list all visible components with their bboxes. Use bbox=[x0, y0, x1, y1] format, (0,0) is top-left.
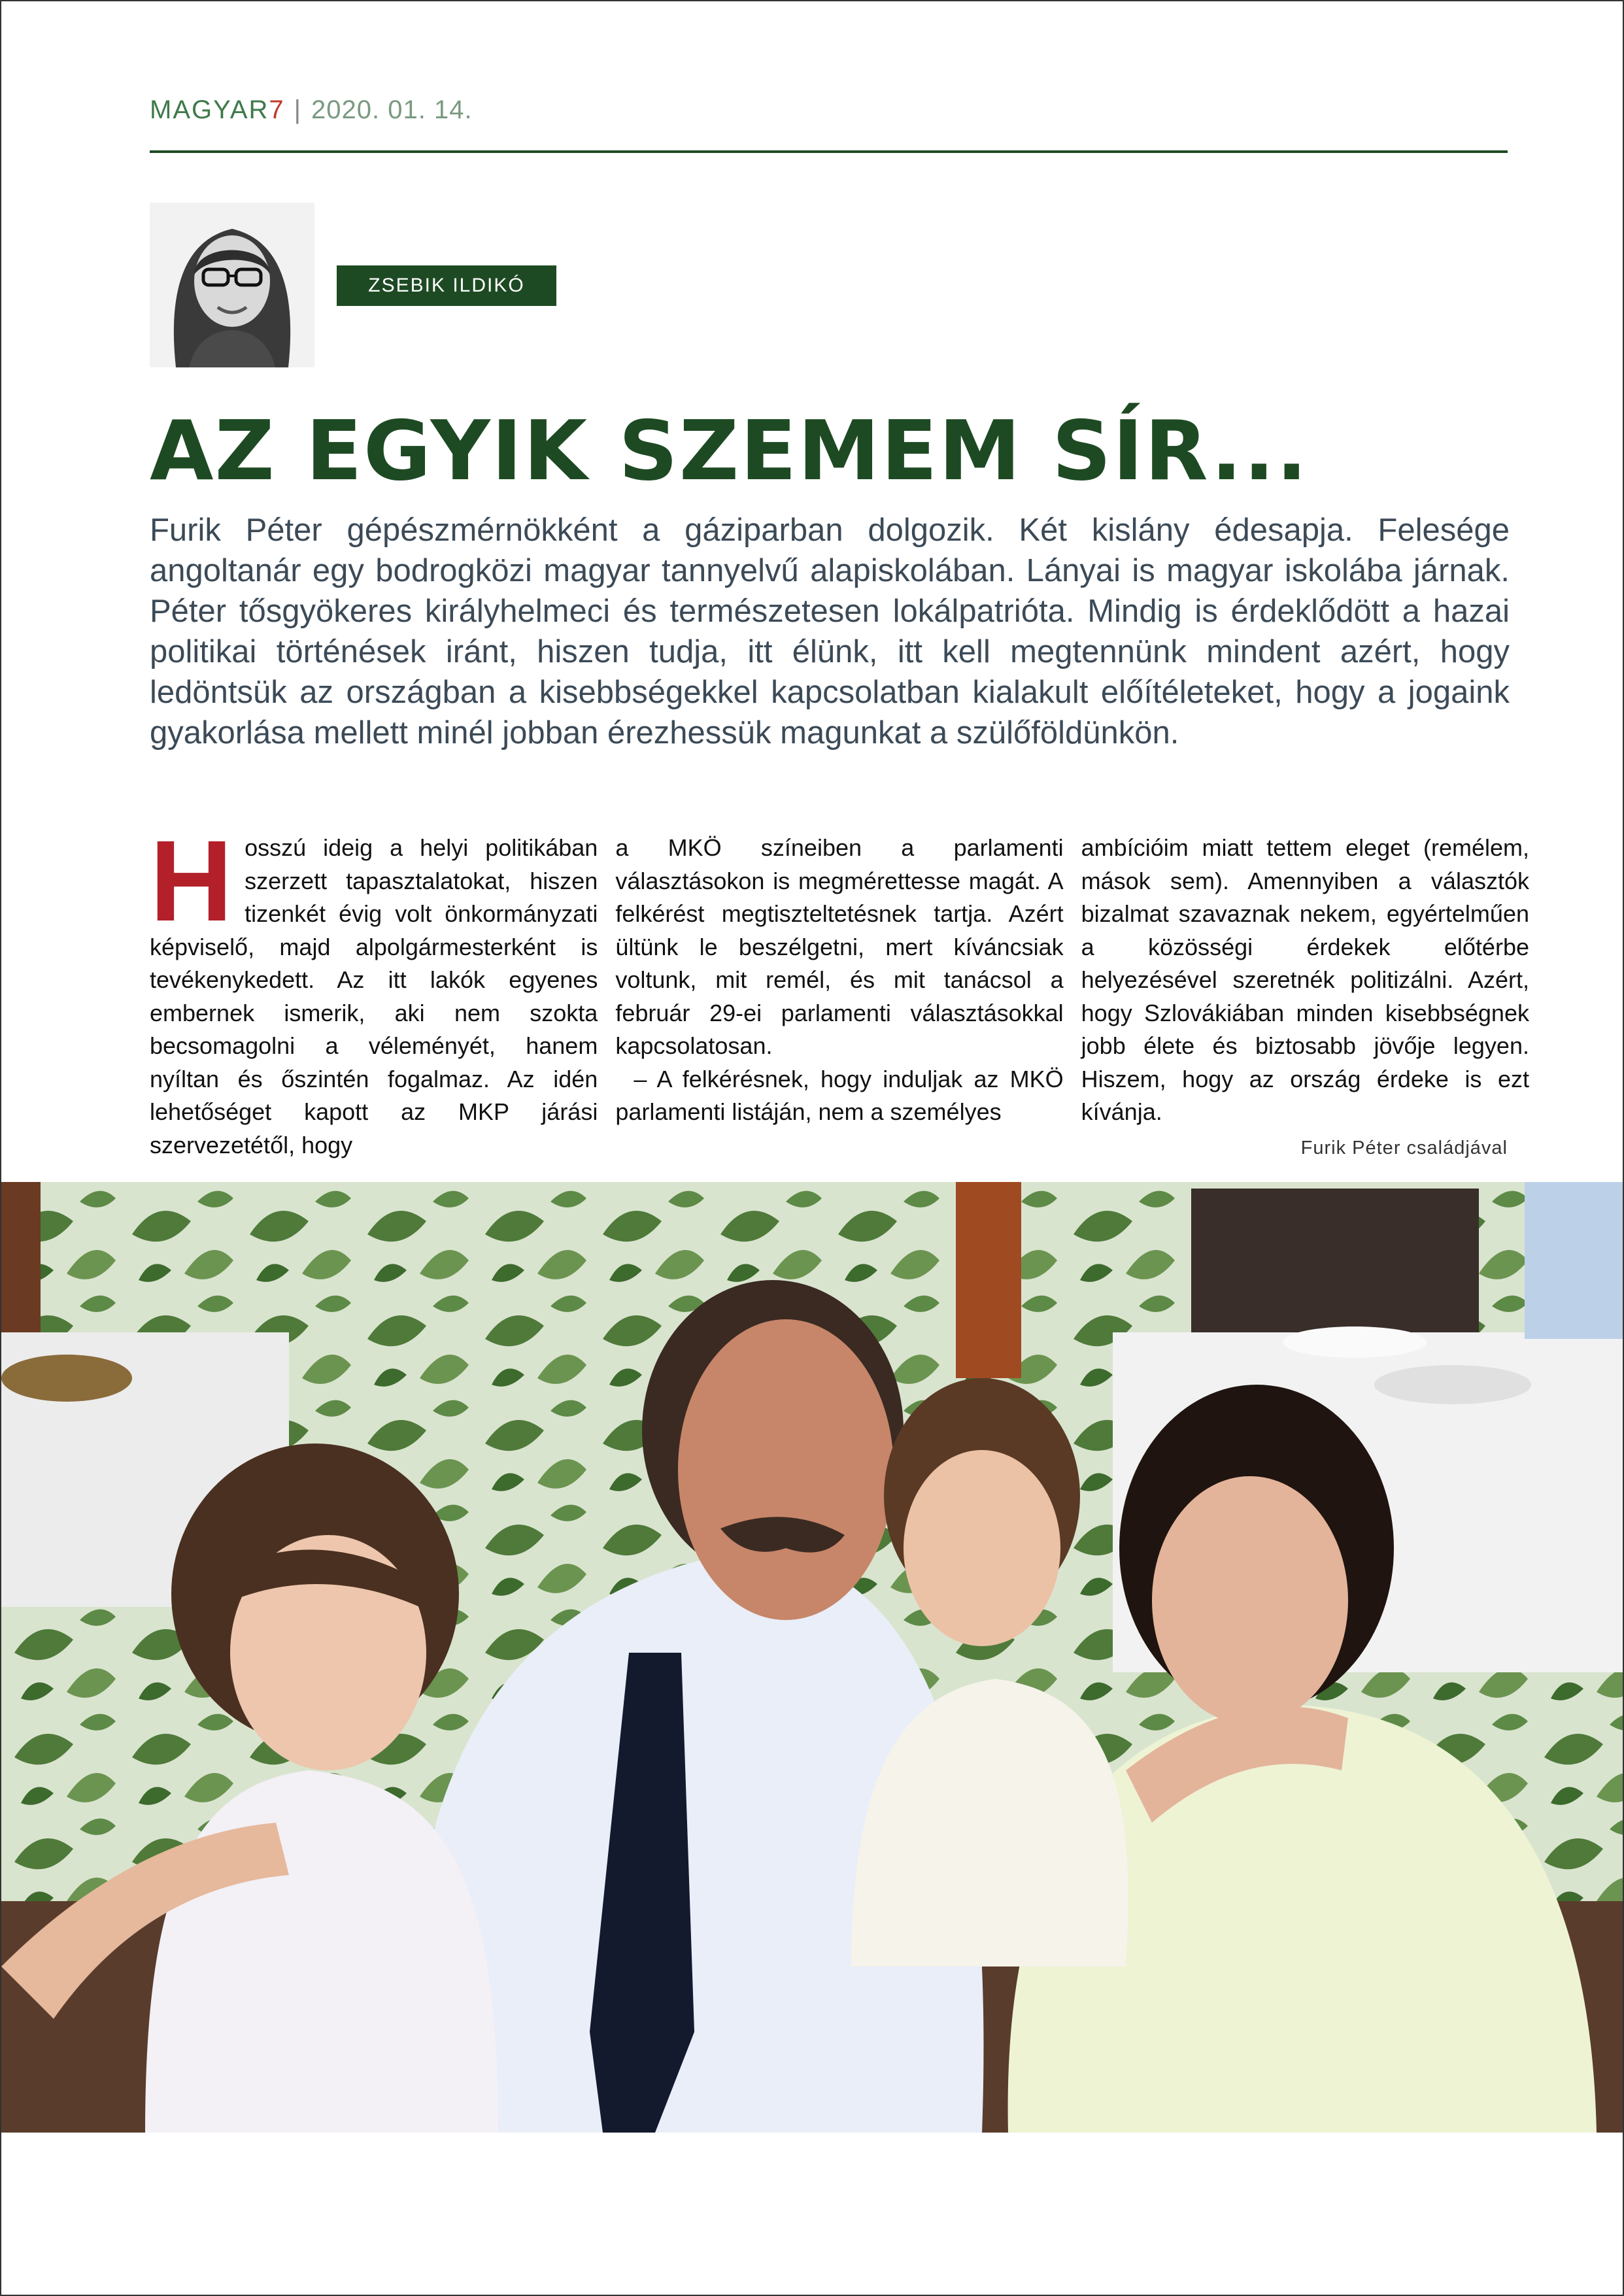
family-photo bbox=[1, 1182, 1623, 2133]
magazine-number: 7 bbox=[269, 95, 285, 124]
body-column-1 bbox=[150, 817, 598, 1162]
body-text: osszú ideig a helyi politikában szerzett tapasztalatokat, hiszen tizenkét évig volt önkormányzati képviselő, majd alpolgármesterként is tevékenykedett. Az itt lakók egyenes embernek ismerik, aki nem szokta becsomagolni a véleményét, hanem nyíltan és őszintén fogalmaz. Az idén lehetőséget kapott az MKP járási szervezetétől, hogy bbox=[150, 834, 598, 1158]
article-title: AZ EGYIK SZEMEM SÍR... bbox=[150, 403, 1309, 499]
author-photo bbox=[150, 203, 314, 367]
article-body bbox=[150, 817, 1529, 1162]
body-column-3 bbox=[1081, 832, 1529, 1162]
article-lead: Furik Péter gépészmérnökként a gáziparban dolgozik. Két kislány édesapja. Felesége angoltanár egy bodrogközi magyar tannyelvű alapiskolában. Lányai is magyar iskolába járnak. Péter tősgyökeres királyhelmeci és természetesen lokálpatrióta. Mindig is érdeklődött a hazai politikai történések iránt, hiszen tudja, itt élünk, itt kell megtennünk mindent azért, hogy ledöntsük az országban a kisebbségekkel kapcsolatban kialakult előítéleteket, hogy a jogaink gyakorlása mellett minél jobban érezhessük magunkat a szülőföldünkön. bbox=[150, 513, 1510, 751]
drop-cap: H bbox=[150, 817, 233, 945]
header-separator: | bbox=[294, 95, 303, 124]
photo-caption: Furik Péter családjával bbox=[1300, 1138, 1508, 1158]
body-text: ambícióim miatt tettem eleget (remélem, mások sem). Amennyiben a választók bizalmat szavaznak nekem, egyértelműen a közösségi érdekek előtérbe helyezésével szeretnék politizálni. Azért, hogy Szlovákiában minden kisebbségnek jobb élete és biztosabb jövője legyen. Hiszem, hogy az ország érdeke is ezt kívánja. bbox=[1081, 834, 1529, 1125]
header-divider bbox=[150, 150, 1508, 153]
interview-answer: – A felkérésnek, hogy induljak az MKÖ parlamenti listáján, nem a személyes bbox=[615, 1065, 1064, 1125]
body-text: a MKÖ színeiben a parlamenti választásokon is megmérettesse magát. A felkérést megtiszteltetésnek tartja. Azért ültünk le beszélgetni, mert kíváncsiak voltunk, mit remél, és mit tanácsol a február 29-ei parlamenti választásokkal kapcsolatosan. bbox=[615, 834, 1064, 1059]
author-name-badge: ZSEBIK ILDIKÓ bbox=[337, 265, 556, 306]
magazine-name: MAGYAR bbox=[150, 95, 269, 124]
masthead bbox=[150, 92, 473, 128]
issue-date: 2020. 01. 14. bbox=[311, 95, 473, 124]
body-column-2 bbox=[615, 832, 1063, 1162]
